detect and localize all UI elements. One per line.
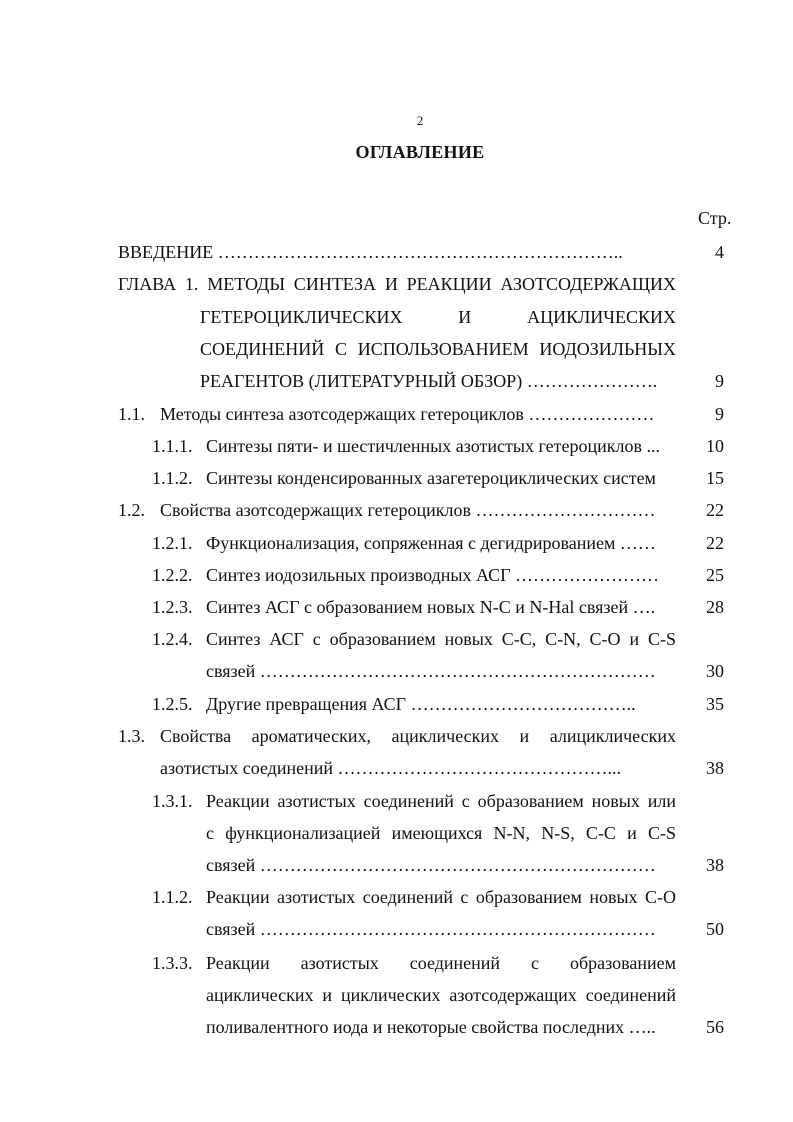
page-title: ОГЛАВЛЕНИЕ bbox=[355, 142, 485, 162]
toc-entry-text: связей ………………………………………………………… bbox=[206, 919, 656, 939]
toc-entry-page: 56 bbox=[706, 1017, 724, 1037]
toc-entry-page: 25 bbox=[706, 565, 724, 585]
toc-entry-page: 9 bbox=[715, 404, 724, 424]
toc-entry-page: 30 bbox=[706, 661, 724, 681]
toc-entry-number: 1.2.4. bbox=[152, 629, 193, 649]
toc-entry-text: Другие превращения АСГ ……………………………….. bbox=[206, 694, 636, 714]
toc-entry-page: 22 bbox=[706, 533, 724, 553]
toc-entry-page: 35 bbox=[706, 694, 724, 714]
toc-entry-text: Реакции азотистых соединений с образованием bbox=[206, 953, 676, 973]
toc-entry-text: Свойства ароматических, ациклических и алициклических bbox=[160, 726, 676, 746]
toc-entry-number: 1.2.2. bbox=[152, 565, 193, 585]
toc-entry-page: 9 bbox=[715, 371, 724, 391]
toc-entry-number: 1.3.3. bbox=[152, 953, 193, 973]
toc-entry-text: ациклических и циклических азотсодержащих соединений bbox=[206, 985, 676, 1005]
page-column-header: Стр. bbox=[698, 208, 732, 228]
toc-entry-text: Реакции азотистых соединений с образованием новых С-О bbox=[206, 887, 676, 907]
toc-entry-text: Синтез иодозильных производных АСГ …………………… bbox=[206, 565, 660, 585]
toc-entry-number: 1.3. bbox=[118, 726, 145, 746]
toc-entry-number: 1.2. bbox=[118, 500, 145, 520]
toc-entry-number: 1.2.1. bbox=[152, 533, 193, 553]
toc-entry-text: поливалентного иода и некоторые свойства последних ….. bbox=[206, 1017, 656, 1037]
toc-entry-number: 1.2.3. bbox=[152, 597, 193, 617]
toc-entry-number: 1.3.1. bbox=[152, 791, 193, 811]
toc-entry-page: 10 bbox=[706, 436, 724, 456]
toc-entry-page: 38 bbox=[706, 855, 724, 875]
toc-entry-text: связей ………………………………………………………… bbox=[206, 855, 656, 875]
toc-entry-text: Синтезы пяти- и шестичленных азотистых гетероциклов ... bbox=[206, 436, 660, 456]
toc-entry-text: Свойства азотсодержащих гетероциклов ………………………… bbox=[160, 500, 656, 520]
toc-entry-number: 1.1.2. bbox=[152, 887, 193, 907]
toc-entry-number: 1.1.2. bbox=[152, 468, 193, 488]
toc-entry-text: ГЛАВА 1. МЕТОДЫ СИНТЕЗА И РЕАКЦИИ АЗОТСОДЕРЖАЩИХ bbox=[118, 274, 676, 294]
toc-entry-text: РЕАГЕНТОВ (ЛИТЕРАТУРНЫЙ ОБЗОР) …………………. bbox=[200, 371, 658, 391]
toc-entry-page: 4 bbox=[715, 242, 724, 262]
toc-entry-text: Синтез АСГ с образованием новых С-С, С-N, С-О и С-S bbox=[206, 629, 676, 649]
toc-entry-text: Реакции азотистых соединений с образованием новых или bbox=[206, 791, 676, 811]
page-number: 2 bbox=[416, 113, 424, 128]
toc-entry-text: Синтезы конденсированных азагетероциклических систем bbox=[206, 468, 656, 488]
toc-entry-page: 15 bbox=[706, 468, 724, 488]
toc-entry-text: СОЕДИНЕНИЙ С ИСПОЛЬЗОВАНИЕМ ИОДОЗИЛЬНЫХ bbox=[200, 339, 676, 359]
toc-entry-number: 1.2.5. bbox=[152, 694, 193, 714]
toc-entry-text: Синтез АСГ с образованием новых N-C и N-Hal связей …. bbox=[206, 597, 656, 617]
toc-entry-text: с функционализацией имеющихся N-N, N-S, C-C и C-S bbox=[206, 823, 676, 843]
toc-entry-text: Методы синтеза азотсодержащих гетероциклов ………………… bbox=[160, 404, 655, 424]
toc-entry-number: 1.1. bbox=[118, 404, 145, 424]
toc-entry-text: связей ………………………………………………………… bbox=[206, 661, 656, 681]
toc-entry-page: 28 bbox=[706, 597, 724, 617]
toc-entry-page: 38 bbox=[706, 758, 724, 778]
toc-entry-text: ВВЕДЕНИЕ ………………………………………………………….. bbox=[118, 242, 623, 262]
toc-entry-number: 1.1.1. bbox=[152, 436, 193, 456]
toc-entry-page: 50 bbox=[706, 919, 724, 939]
toc-entry-page: 22 bbox=[706, 500, 724, 520]
toc-entry-text: азотистых соединений ………………………………………... bbox=[160, 758, 621, 778]
toc-entry-text: Функционализация, сопряженная с дегидрированием …… bbox=[206, 533, 656, 553]
toc-entry-text: ГЕТЕРОЦИКЛИЧЕСКИХ И АЦИКЛИЧЕСКИХ bbox=[200, 307, 676, 327]
